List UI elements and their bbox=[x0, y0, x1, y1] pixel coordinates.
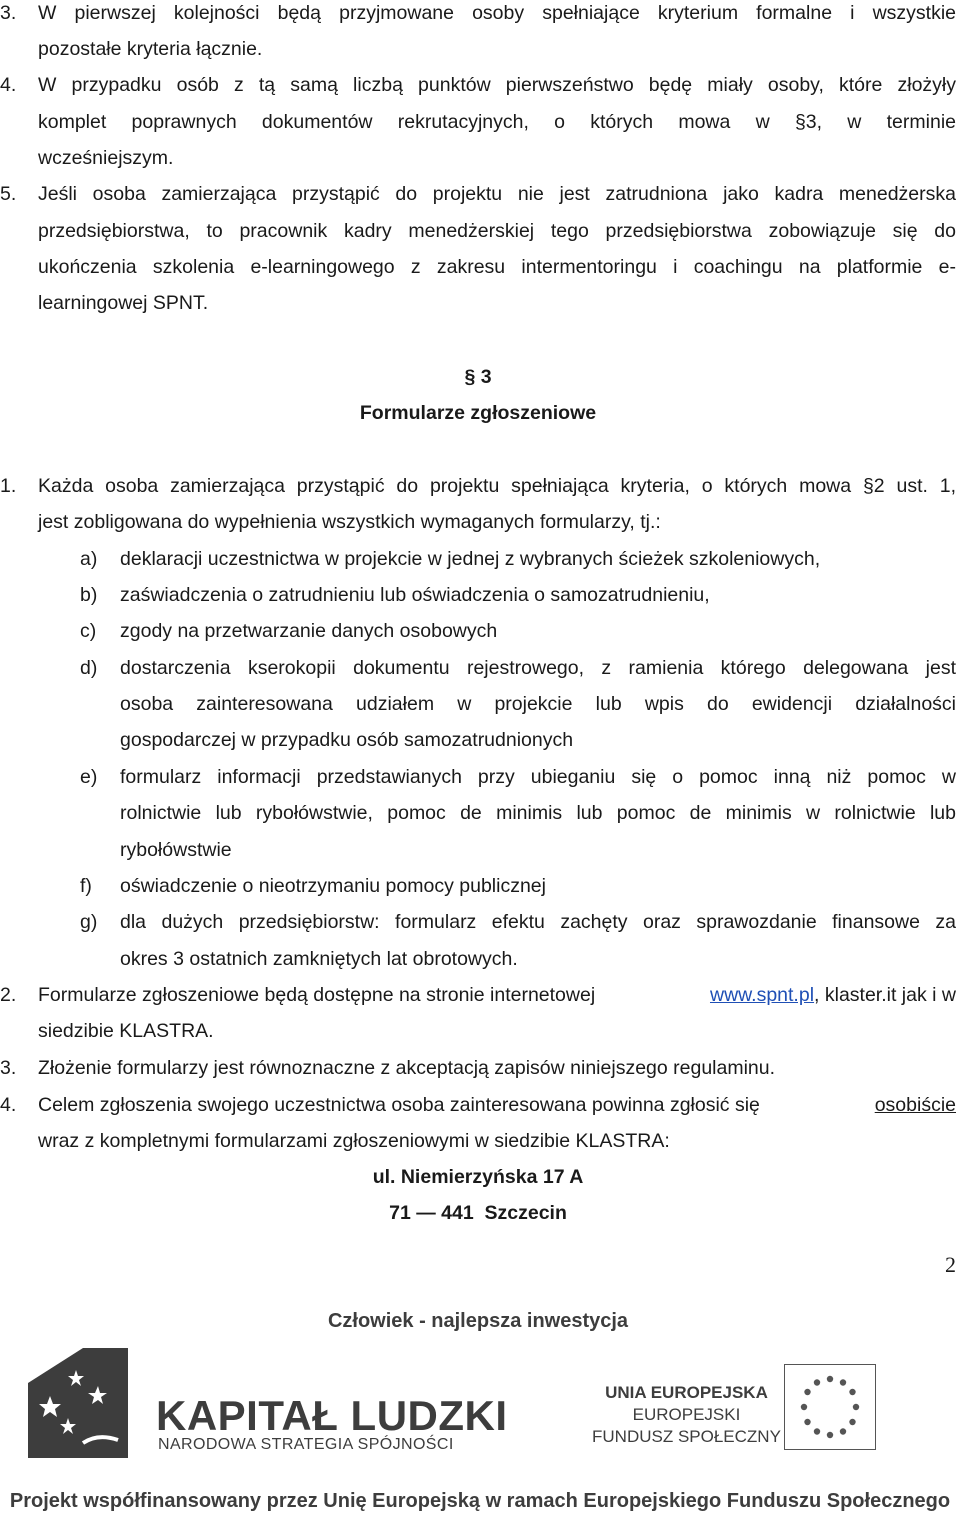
kapital-ludzki-title: KAPITAŁ LUDZKI bbox=[156, 1392, 508, 1439]
list-item: deklaracji uczestnictwa w projekcie w jednej z wybranych ścieżek szkoleniowych, bbox=[120, 548, 821, 570]
paragraph-line: W pierwszej kolejności będą przyjmowane osoby spełniające kryterium formalne i wszystkie bbox=[38, 2, 956, 24]
list-label: b) bbox=[80, 584, 98, 606]
motto-text: Człowiek - najlepsza inwestycja bbox=[327, 1310, 629, 1332]
item-number: 5. bbox=[0, 183, 17, 205]
paragraph-line: komplet poprawnych dokumentów rekrutacyjnych, o których mowa w §3, w terminie bbox=[38, 111, 956, 133]
section-title: Formularze zgłoszeniowe bbox=[359, 402, 597, 424]
list-item: oświadczenie o nieotrzymaniu pomocy publicznej bbox=[120, 875, 546, 897]
paragraph-line: Złożenie formularzy jest równoznaczne z akceptacją zapisów niniejszego regulaminu. bbox=[38, 1057, 776, 1079]
paragraph-line: learningowej SPNT. bbox=[38, 292, 209, 314]
paragraph-line: wcześniejszym. bbox=[38, 147, 174, 169]
list-label: a) bbox=[80, 548, 98, 570]
item-number: 4. bbox=[0, 74, 17, 96]
list-item: rolnictwie lub rybołówstwie, pomoc de minimis lub pomoc de minimis w rolnictwie lub bbox=[120, 802, 956, 824]
underlined-word: osobiście bbox=[874, 1094, 956, 1116]
list-item: formularz informacji przedstawianych przy ubieganiu się o pomoc inną niż pomoc w bbox=[120, 766, 956, 788]
paragraph-line: W przypadku osób z tą samą liczbą punktów pierwszeństwo będę miały osoby, które złożyły bbox=[38, 74, 956, 96]
eu-subtitle-line: EUROPEJSKI bbox=[632, 1405, 741, 1424]
item-number: 4. bbox=[0, 1094, 17, 1116]
list-item: rybołówstwie bbox=[120, 839, 232, 861]
item-number: 2. bbox=[0, 984, 17, 1006]
page-number: 2 bbox=[945, 1252, 956, 1277]
list-item: gospodarczej w przypadku osób samozatrudnionych bbox=[120, 729, 574, 751]
list-label: c) bbox=[80, 620, 97, 642]
list-label: e) bbox=[80, 766, 98, 788]
item-number: 1. bbox=[0, 475, 17, 497]
paragraph-line: Jeśli osoba zamierzająca przystąpić do projektu nie jest zatrudniona jako kadra menedżerska bbox=[38, 183, 956, 205]
kapital-ludzki-logo-icon bbox=[28, 1348, 128, 1458]
paragraph-line bbox=[38, 1094, 956, 1117]
list-item: osoba zainteresowana udziałem w projekcie lub wpis do ewidencji działalności bbox=[120, 693, 956, 715]
cofinance-footer: Projekt współfinansowany przez Unię Europejską w ramach Europejskiego Funduszu Społecznego bbox=[9, 1490, 951, 1512]
paragraph-line: Każda osoba zamierzająca przystąpić do projektu spełniająca kryteria, o których mowa §2 ust. 1, bbox=[38, 475, 956, 497]
list-label: g) bbox=[80, 911, 98, 933]
paragraph-text: Formularze zgłoszeniowe będą dostępne na stronie internetowej bbox=[38, 984, 596, 1006]
eu-subtitle-line: FUNDUSZ SPOŁECZNY bbox=[592, 1427, 781, 1446]
list-item: zgody na przetwarzanie danych osobowych bbox=[120, 620, 498, 642]
spnt-website-link[interactable]: www.spnt.pl bbox=[709, 984, 815, 1006]
address-city: 71 — 441 Szczecin bbox=[389, 1202, 567, 1224]
eu-flag-icon bbox=[784, 1364, 876, 1450]
list-item: zaświadczenia o zatrudnieniu lub oświadczenia o samozatrudnieniu, bbox=[120, 584, 710, 606]
paragraph-line: ukończenia szkolenia e-learningowego z zakresu intermentoringu i coachingu na platformie e- bbox=[38, 256, 956, 278]
paragraph-line: wraz z kompletnymi formularzami zgłoszeniowymi w siedzibie KLASTRA: bbox=[38, 1130, 670, 1152]
address-street: ul. Niemierzyńska 17 A bbox=[372, 1166, 584, 1188]
list-label: f) bbox=[80, 875, 92, 897]
paragraph-line: pozostałe kryteria łącznie. bbox=[38, 38, 263, 60]
eu-title: UNIA EUROPEJSKA bbox=[605, 1383, 768, 1402]
paragraph-line: siedzibie KLASTRA. bbox=[38, 1020, 214, 1042]
paragraph-line bbox=[38, 984, 956, 1007]
paragraph-text: , klaster.it jak i w bbox=[814, 984, 956, 1006]
paragraph-line: przedsiębiorstwa, to pracownik kadry menedżerskiej tego przedsiębiorstwa zobowiązuje się do bbox=[38, 220, 956, 242]
eu-fund-text bbox=[592, 1382, 781, 1448]
kapital-ludzki-subtitle: NARODOWA STRATEGIA SPÓJNOŚCI bbox=[158, 1436, 454, 1453]
paragraph-line: jest zobligowana do wypełnienia wszystkich wymaganych formularzy, tj.: bbox=[38, 511, 661, 533]
paragraph-text: Celem zgłoszenia swojego uczestnictwa osoba zainteresowana powinna zgłosić się bbox=[38, 1094, 760, 1116]
list-item: okres 3 ostatnich zamkniętych lat obrotowych. bbox=[120, 948, 518, 970]
list-label: d) bbox=[80, 657, 98, 679]
item-number: 3. bbox=[0, 1057, 17, 1079]
list-item: dla dużych przedsiębiorstw: formularz efektu zachęty oraz sprawozdanie finansowe za bbox=[120, 911, 956, 933]
section-number: § 3 bbox=[464, 366, 492, 388]
list-item: dostarczenia kserokopii dokumentu rejestrowego, z ramienia którego delegowana jest bbox=[120, 657, 956, 679]
item-number: 3. bbox=[0, 2, 17, 24]
